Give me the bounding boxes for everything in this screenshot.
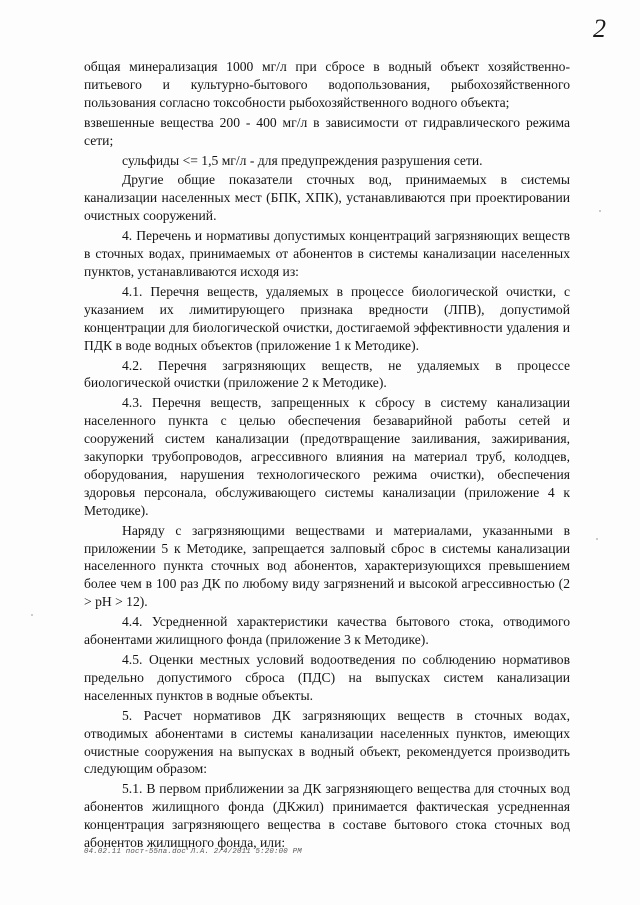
scan-speck bbox=[596, 538, 598, 540]
paragraph-mineralization: общая минерализация 1000 мг/л при сбросе в водный объект хозяйственно-питьевого и культурно-бытового водопользования, рыбохозяйственного пользования согласно токсобности рыбохозяйственного водного объекта; bbox=[84, 59, 570, 110]
paragraph-salvo-discharge: Наряду с загрязняющими веществами и материалами, указанными в приложении 5 к Методике, запрещается залповый сброс в системы канализации населенного пункта сточных вод абонентов, характеризующихся превышением более чем в 100 раз ДК по любому виду загрязнений и высокой агрессивностью (2 > pH > 12). bbox=[84, 522, 570, 610]
document-body bbox=[84, 58, 570, 852]
scan-speck bbox=[599, 210, 601, 212]
paragraph-section-4-1: 4.1. Перечня веществ, удаляемых в процессе биологической очистки, с указанием их лимитирующего признака вредности (ЛПВ), допустимой концентрации для биологической очистки, достигаемой эффективности удаления и ПДК в воде водных объектов (приложение 1 к Методике). bbox=[84, 283, 570, 353]
paragraph-suspended-solids: взвешенные вещества 200 - 400 мг/л в зависимости от гидравлического режима сети; bbox=[84, 114, 570, 148]
page-number: 2 bbox=[593, 14, 606, 43]
paragraph-section-5-1: 5.1. В первом приближении за ДК загрязняющего вещества для сточных вод абонентов жилищного фонда (ДКжил) принимается фактическая усредненная концентрация загрязняющего вещества в составе бытового стока сточных вод абонентов жилищного фонда, или: bbox=[84, 781, 570, 851]
document-footer: 04.02.11 пост-55па.doc Л.А. 2/4/2011 5:20:00 PM bbox=[84, 848, 302, 856]
paragraph-other-indicators: Другие общие показатели сточных вод, принимаемых в системы канализации населенных мест (БПК, ХПК), устанавливаются при проектировании очистных сооружений. bbox=[84, 172, 570, 224]
scan-speck bbox=[31, 614, 33, 616]
paragraph-section-4-3: 4.3. Перечня веществ, запрещенных к сбросу в систему канализации населенного пункта с целью обеспечения безаварийной работы сетей и сооружений систем канализации (предотвращение заиливания, зажиривания, закупорки трубопроводов, агрессивного влияния на материал труб, колодцев, оборудования, нарушения технологического режима очистки), обеспечения здоровья персонала, обслуживающего системы канализации (приложение 4 к Методике). bbox=[84, 395, 570, 518]
paragraph-section-5: 5. Расчет нормативов ДК загрязняющих веществ в сточных водах, отводимых абонентами в системы канализации населенных пунктов, имеющих очистные сооружения на выпусках в водный объект, рекомендуется производить следующим образом: bbox=[84, 707, 570, 777]
paragraph-section-4-4: 4.4. Усредненной характеристики качества бытового стока, отводимого абонентами жилищного фонда (приложение 3 к Методике). bbox=[84, 614, 570, 648]
paragraph-section-4: 4. Перечень и нормативы допустимых концентраций загрязняющих веществ в сточных водах, принимаемых от абонентов в системы канализации населенных пунктов, устанавливаются исходя из: bbox=[84, 228, 570, 279]
paragraph-section-4-5: 4.5. Оценки местных условий водоотведения по соблюдению нормативов предельно допустимого сброса (ПДС) на выпусках систем канализации населенных пунктов в водные объекты. bbox=[84, 652, 570, 703]
paragraph-sulfides: сульфиды <= 1,5 мг/л - для предупреждения разрушения сети. bbox=[122, 152, 483, 168]
paragraph-section-4-2: 4.2. Перечня загрязняющих веществ, не удаляемых в процессе биологической очистки (приложение 2 к Методике). bbox=[84, 357, 570, 391]
